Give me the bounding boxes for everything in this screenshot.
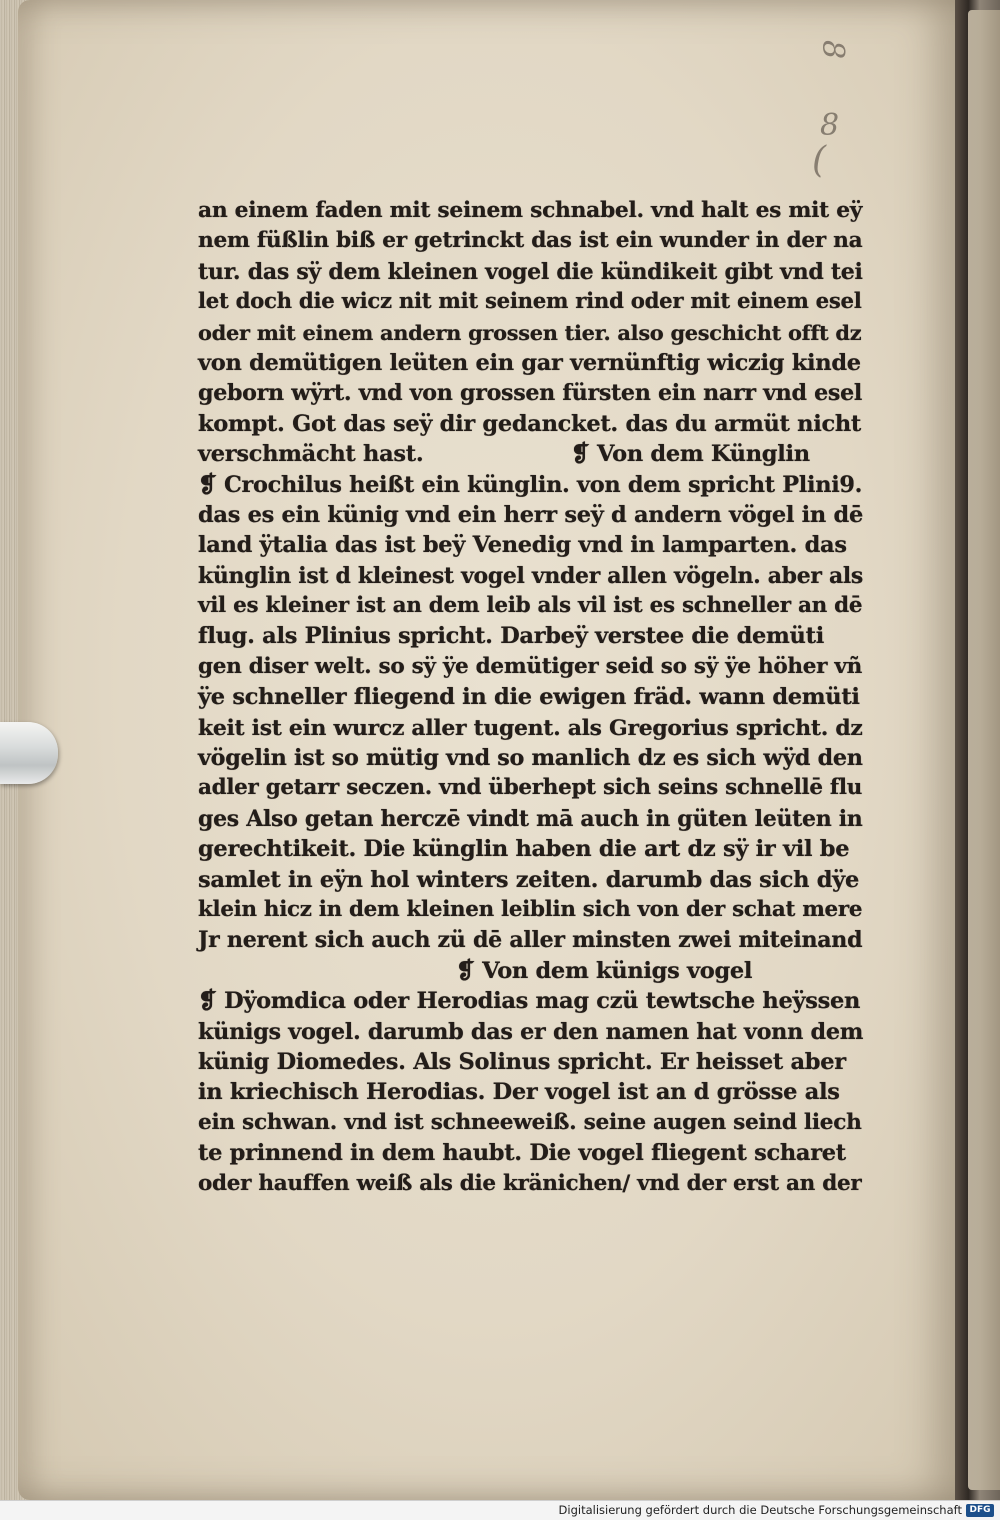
text-line-with-heading — [198, 439, 863, 469]
text-line: nem füßlin biß er getrinckt das ist ein wunder in der na — [198, 228, 863, 254]
funding-credit: Digitalisierung gefördert durch die Deutsche Forschungsgemeinschaft — [558, 1503, 962, 1517]
text-line-with-mark — [198, 986, 863, 1016]
text-line: land ÿtalia das ist beÿ Venedig vnd in lamparten. das — [198, 532, 847, 559]
text-line: von demütigen leüten ein gar vernünftig wiczig kinde — [198, 349, 861, 376]
text-line: Crochilus heißt ein künglin. von dem spricht Plini9. — [223, 471, 863, 498]
viewer-footer — [0, 1500, 1000, 1520]
text-line: te prinnend in dem haubt. Die vogel fliegent scharet — [198, 1140, 846, 1167]
text-line: verschmächt hast. — [198, 441, 424, 468]
pencil-mark: ( — [812, 140, 827, 181]
text-line: klein hicz in dem kleinen leiblin sich von der schat mere — [198, 896, 863, 922]
dfg-logo[interactable]: DFG — [966, 1504, 994, 1517]
text-block — [198, 196, 863, 1199]
facing-page-edge — [968, 10, 1000, 1490]
paragraph-mark: ❡ — [570, 441, 590, 468]
text-line: ÿe schneller fliegend in die ewigen fräd. wann demüti — [198, 684, 860, 711]
text-line: gen diser welt. so sÿ ÿe demütiger seid so sÿ ÿe höher vñ — [198, 653, 863, 679]
text-line: vil es kleiner ist an dem leib als vil ist es schneller an dē — [198, 593, 863, 619]
text-line: ges Also getan herczē vindt mā auch in güten leüten in — [198, 805, 863, 832]
section-heading: Von dem künigs vogel — [482, 957, 753, 984]
text-line: adler getarr seczen. vnd überhept sich seins schnellē flu — [198, 775, 863, 801]
text-line: künig Diomedes. Als Solinus spricht. Er heisset aber — [198, 1048, 846, 1075]
text-line: tur. das sÿ dem kleinen vogel die kündikeit gibt vnd tei — [198, 258, 863, 285]
paragraph-mark: ❡ — [456, 957, 475, 984]
paragraph-mark: ❡ — [198, 471, 217, 498]
text-line: in kriechisch Herodias. Der vogel ist an d grösse als — [198, 1079, 840, 1106]
text-line: let doch die wicz nit mit seinem rind oder mit einem esel — [198, 289, 862, 315]
text-line: flug. als Plinius spricht. Darbeÿ verstee die demüti — [198, 623, 824, 650]
text-line: keit ist ein wurcz aller tugent. als Gregorius spricht. dz — [198, 714, 863, 741]
text-line: an einem faden mit seinem schnabel. vnd halt es mit eÿ — [198, 198, 863, 223]
text-line: künigs vogel. darumb das er den namen hat vonn dem — [198, 1018, 864, 1045]
paragraph-mark: ❡ — [198, 988, 217, 1015]
text-line: Dÿomdica oder Herodias mag czü tewtsche heÿssen — [224, 988, 861, 1015]
pencil-mark: 8 — [815, 39, 851, 60]
section-heading-line — [198, 956, 863, 986]
text-line: gerechtikeit. Die künglin haben die art dz sÿ ir vil be — [198, 836, 850, 863]
text-line: oder mit einem andern grossen tier. also geschicht offt dz — [198, 319, 862, 345]
text-line: vögelin ist so mütig vnd so manlich dz es sich wÿd den — [198, 745, 863, 772]
text-line: ein schwan. vnd ist schneeweiß. seine augen seind liech — [198, 1109, 862, 1135]
page-clip — [0, 722, 58, 784]
text-line: künglin ist d kleinest vogel vnder allen vögeln. aber als — [198, 562, 863, 589]
pencil-mark: 8 — [820, 108, 840, 143]
text-line: oder hauffen weiß als die kränichen/ vnd der erst an der — [198, 1170, 862, 1196]
text-line: Jr nerent sich auch zü dē aller minsten zwei miteinand — [198, 927, 863, 954]
text-line: kompt. Got das seÿ dir gedancket. das du armüt nicht — [198, 410, 862, 437]
text-line: geborn wÿrt. vnd von grossen fürsten ein narr vnd esel — [198, 380, 862, 407]
text-line-with-mark — [198, 470, 863, 500]
text-line: das es ein künig vnd ein herr seÿ d andern vögel in dē — [198, 501, 863, 528]
text-line: samlet in eÿn hol winters zeiten. darumb das sich dÿe — [198, 866, 859, 893]
section-heading: Von dem Künglin — [597, 441, 810, 468]
